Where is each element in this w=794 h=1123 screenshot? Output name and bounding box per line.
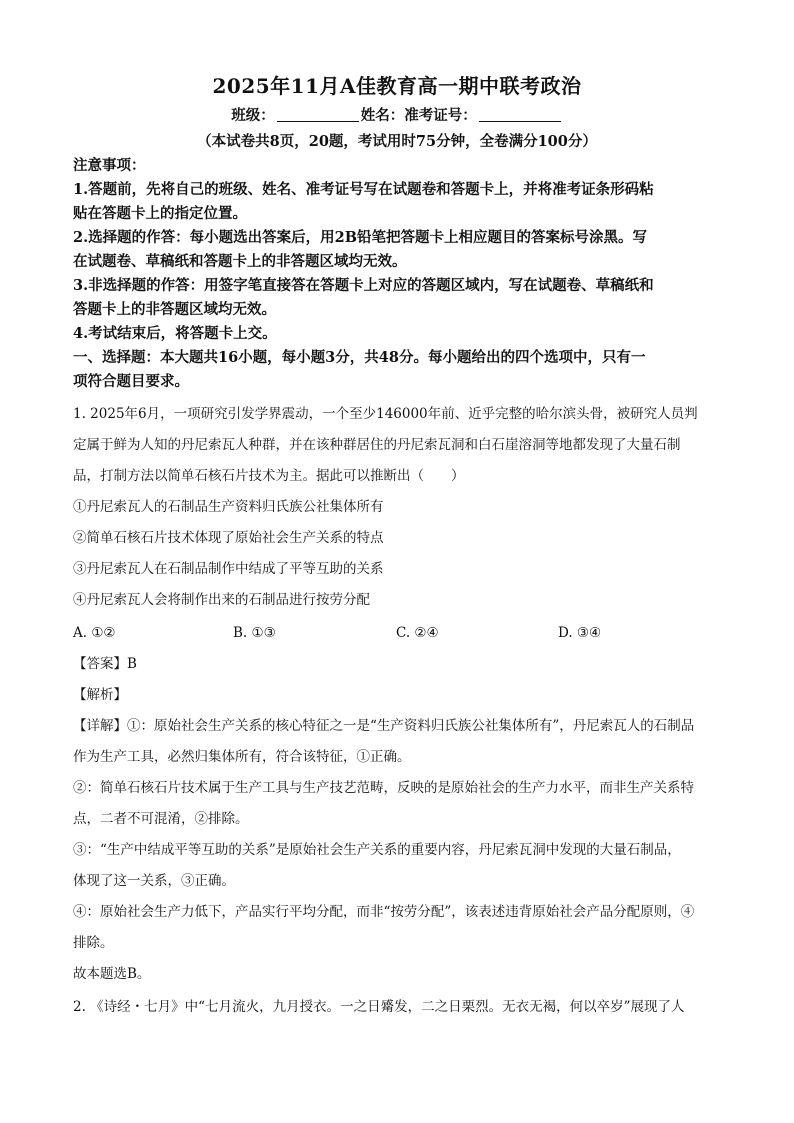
class-blank[interactable]: [277, 107, 359, 122]
stem-line: 定属于鲜为人知的丹尼索瓦人种群，并在该种群居住的丹尼索瓦洞和白石崖溶洞等地都发现了大量石制: [73, 437, 681, 453]
notes-line: 2.选择题的作答：每小题选出答案后，用2B铅笔把答题卡上相应题目的答案标号涂黑。写: [73, 229, 647, 246]
notes-line: 3.非选择题的作答：用签字笔直接答在答题卡上对应的答题区域内，写在试题卷、草稿纸和: [73, 277, 654, 294]
notes-line: 在试题卷、草稿纸和答题卡上的非答题区域均无效。: [73, 253, 407, 270]
explanation-line: 故本题选B。: [73, 966, 151, 982]
question-1-stem: [73, 399, 723, 616]
question-1-options: [73, 618, 723, 649]
id-blank[interactable]: [479, 107, 561, 122]
statement: ①丹尼索瓦人的石制品生产资料归氏族公社集体所有: [73, 499, 384, 515]
explanation-line: ③：“生产中结成平等互助的关系”是原始社会生产关系的重要内容，丹尼索瓦洞中发现的大量石制品，: [73, 842, 681, 858]
exam-title: 2025年11月A佳教育高一期中联考政治: [212, 74, 582, 98]
stem-line: 1. 2025年6月，一项研究引发学界震动，一个至少146000年前、近乎完整的哈尔滨头骨，被研究人员判: [73, 406, 698, 422]
option-b[interactable]: B. ①③: [233, 625, 276, 641]
option-c[interactable]: C. ②④: [396, 625, 439, 641]
stem-line: 品，打制方法以简单石核石片技术为主。据此可以推断出（ ）: [73, 468, 465, 484]
explanation-line: 【详解】①：原始社会生产关系的核心特征之一是“生产资料归氏族公社集体所有”，丹尼索瓦人的石制品: [73, 718, 695, 734]
explanation-line: 作为生产工具，必然归集体所有，符合该特征，①正确。: [73, 749, 411, 765]
id-label: 准考证号：: [404, 107, 477, 124]
section-heading: 一、选择题：本大题共16小题，每小题3分，共48分。每小题给出的四个选项中，只有一: [73, 349, 646, 366]
statement: ②简单石核石片技术体现了原始社会生产关系的特点: [73, 530, 384, 546]
notes-line: 1.答题前，先将自己的班级、姓名、准考证号写在试题卷和答题卡上，并将准考证条形码粘: [73, 181, 654, 198]
explanation-line: 排除。: [73, 935, 114, 951]
statement: ④丹尼索瓦人会将制作出来的石制品进行按劳分配: [73, 592, 370, 608]
answer-label: 【答案】B: [73, 656, 137, 672]
notes-line: 4.考试结束后，将答题卡上交。: [73, 325, 277, 342]
explanation-line: 体现了这一关系，③正确。: [73, 873, 235, 889]
student-info-line: [0, 104, 794, 125]
notes-block: [73, 154, 723, 394]
option-d[interactable]: D. ③④: [558, 625, 602, 641]
section-heading: 项符合题目要求。: [73, 373, 189, 390]
notes-heading: 注意事项：: [73, 157, 146, 174]
statement: ③丹尼索瓦人在石制品制作中结成了平等互助的关系: [73, 561, 384, 577]
question-1-solution: [73, 649, 723, 990]
explanation-line: ②：简单石核石片技术属于生产工具与生产技艺范畴，反映的是原始社会的生产力水平，而非生产关系特: [73, 780, 694, 796]
explanation-line: ④：原始社会生产力低下，产品实行平均分配，而非“按劳分配”，该表述违背原始社会产品分配原则，④: [73, 904, 695, 920]
notes-line: 贴在答题卡上的指定位置。: [73, 205, 247, 222]
stem-line: 2. 《诗经・七月》中“七月流火，九月授衣。一之日觱发，二之日栗烈。无衣无褐，何以卒岁”展现了人: [73, 999, 685, 1015]
analysis-label: 【解析】: [73, 687, 127, 703]
option-a[interactable]: A. ①②: [73, 625, 116, 641]
name-label: 姓名：: [360, 107, 405, 124]
exam-info: （本试卷共8页，20题，考试用时75分钟，全卷满分100分）: [197, 133, 597, 150]
class-label: 班级：: [231, 107, 275, 124]
question-2-stem: [73, 992, 723, 1023]
explanation-line: 点，二者不可混淆，②排除。: [73, 811, 249, 827]
notes-line: 答题卡上的非答题区域均无效。: [73, 301, 276, 318]
